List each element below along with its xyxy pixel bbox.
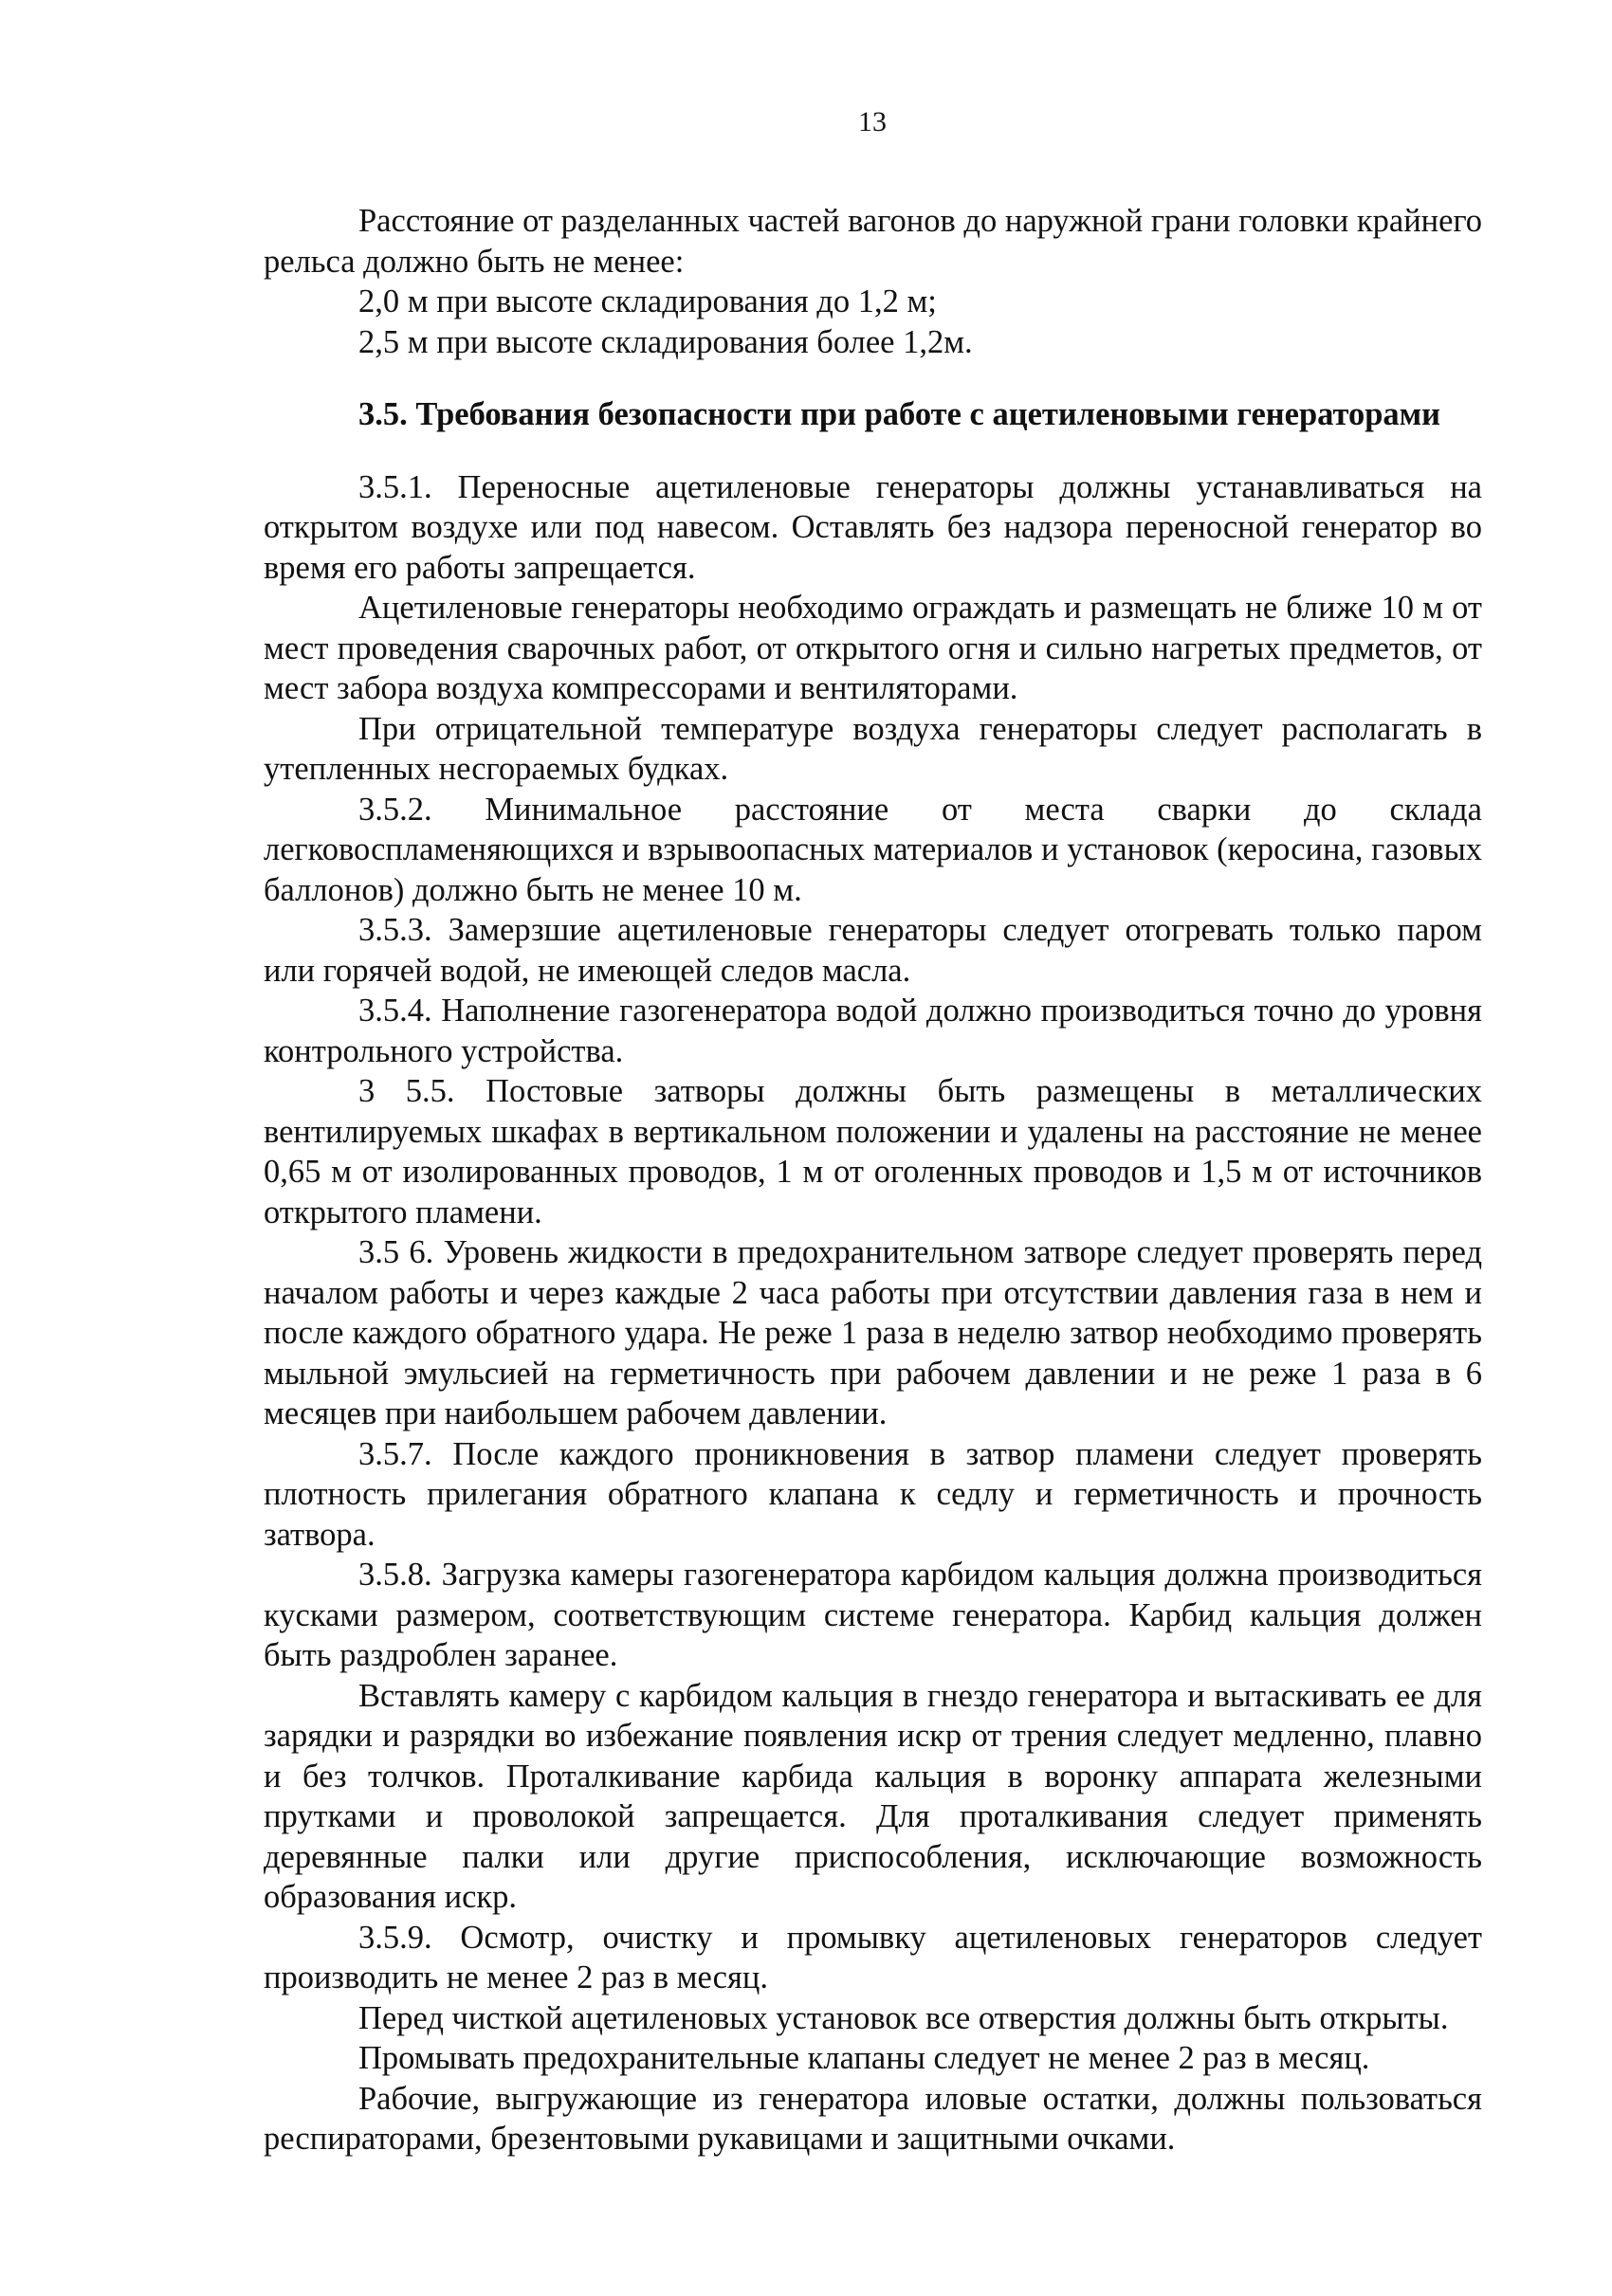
paragraph-3-5-2: 3.5.2. Минимальное расстояние от места сварки до склада легковоспламеняющихся и взрывоопасных материалов и установок (керосина, газовых баллонов) должно быть не менее 10 м. [264,791,1482,908]
paragraph-generator-placement: Ацетиленовые генераторы необходимо ограждать и размещать не ближе 10 м от мест проведения сварочных работ, от открытого огня и сильно нагретых предметов, от мест забора воздуха компрессорами и вентиляторами. [264,590,1482,706]
paragraph-3-5-8: 3.5.8. Загрузка камеры газогенератора карбидом кальция должна производиться кусками размером, соответствующим системе генератора. Карбид кальция должен быть раздроблен заранее. [264,1557,1482,1673]
page-number: 13 [858,106,887,137]
intro-paragraph: Расстояние от разделанных частей вагонов до наружной грани головки крайнего рельса должно быть не менее: [264,203,1482,280]
paragraph-3-5-6: 3.5 6. Уровень жидкости в предохранительном затворе следует проверять перед началом работы и через каждые 2 часа работы при отсутствии давления газа в нем и после каждого обратного удара. Не реже 1 раза в неделю затвор необходимо проверять мыльной эмульсией на герметичность при рабочем давлении и не реже 1 раза в 6 месяцев при наибольшем рабочем давлении. [264,1234,1482,1431]
intro-item-1: 2,0 м при высоте складирования до 1,2 м; [358,283,937,319]
paragraph-workers-protection: Рабочие, выгружающие из генератора иловые остатки, должны пользоваться респираторами, брезентовыми рукавицами и защитными очками. [264,2080,1482,2157]
paragraph-3-5-5: 3 5.5. Постовые затворы должны быть размещены в металлических вентилируемых шкафах в вертикальном положении и удалены на расстояние не менее 0,65 м от изолированных проводов, 1 м от оголенных проводов и 1,5 м от источников открытого пламени. [264,1073,1482,1230]
paragraph-carbide-chamber: Вставлять камеру с карбидом кальция в гнездо генератора и вытаскивать ее для зарядки и разрядки во избежание появления искр от трения следует медленно, плавно и без толчков. Проталкивание карбида кальция в воронку аппарата железными прутками и проволокой запрещается. Для проталкивания следует применять деревянные палки или другие приспособления, исключающие возможность образования искр. [264,1677,1482,1915]
paragraph-3-5-9: 3.5.9. Осмотр, очистку и промывку ацетиленовых генераторов следует производить не менее 2 раз в месяц. [264,1919,1482,1995]
paragraph-3-5-4: 3.5.4. Наполнение газогенератора водой должно производиться точно до уровня контрольного устройства. [264,993,1482,1069]
section-heading: 3.5. Требования безопасности при работе с ацетиленовыми генераторами [358,396,1441,432]
paragraph-safety-valves: Промывать предохранительные клапаны следует не менее 2 раз в месяц. [358,2040,1370,2076]
document-body [264,201,1482,2159]
paragraph-negative-temperature: При отрицательной температуре воздуха генераторы следует располагать в утепленных несгораемых будках. [264,710,1482,787]
paragraph-3-5-1: 3.5.1. Переносные ацетиленовые генераторы должны устанавливаться на открытом воздухе или под навесом. Оставлять без надзора переносной генератор во время его работы запрещается. [264,468,1482,586]
paragraph-3-5-7: 3.5.7. После каждого проникновения в затвор пламени следует проверять плотность прилегания обратного клапана к седлу и герметичность и прочность затвора. [264,1435,1482,1553]
paragraph-3-5-3: 3.5.3. Замерзшие ацетиленовые генераторы следует отогревать только паром или горячей водой, не имеющей следов масла. [264,912,1482,989]
intro-item-2: 2,5 м при высоте складирования более 1,2м. [358,323,973,360]
paragraph-cleaning-openings: Перед чисткой ацетиленовых установок все отверстия должны быть открыты. [358,1999,1449,2036]
